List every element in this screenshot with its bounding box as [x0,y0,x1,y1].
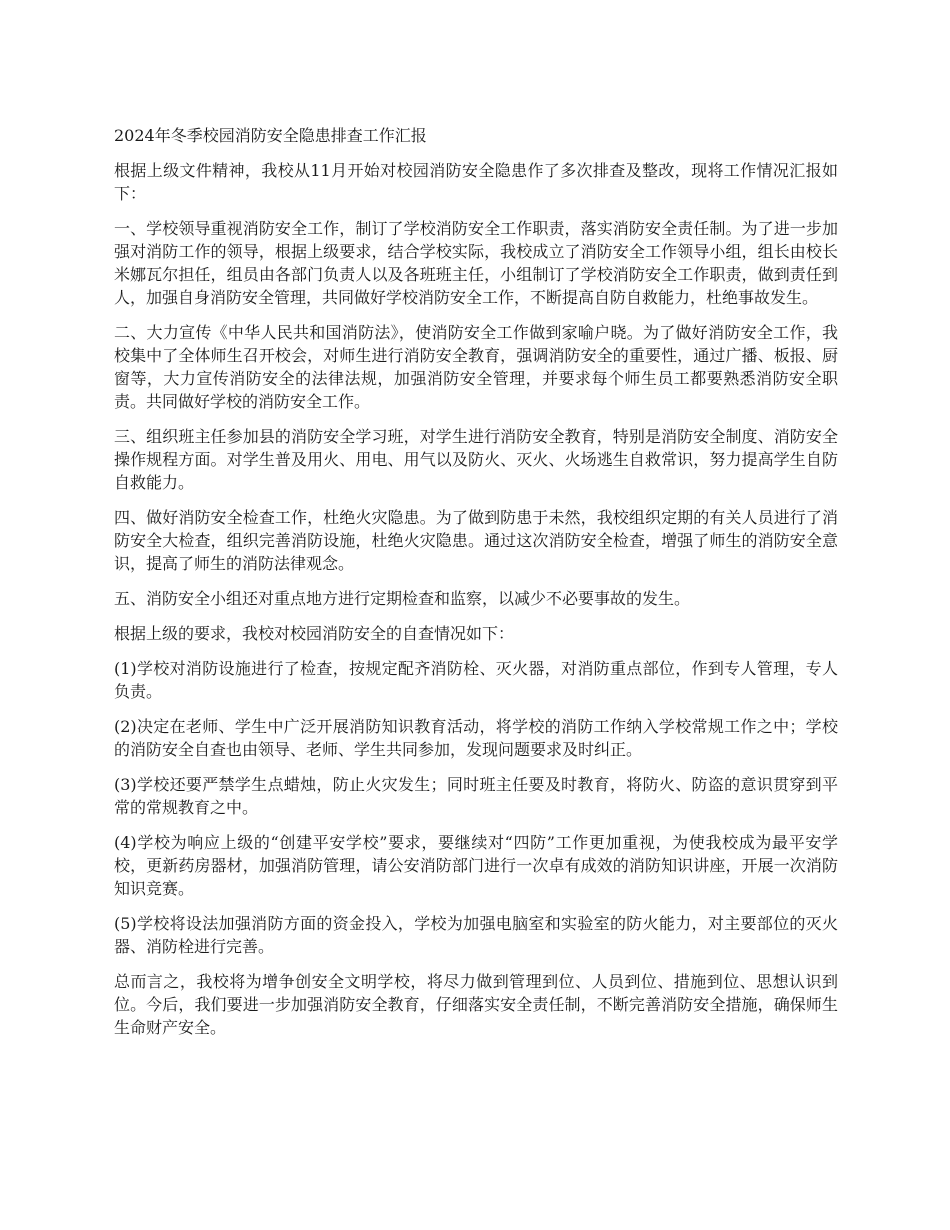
document-page [114,124,838,1051]
paragraph-item-1: (1)学校对消防设施进行了检查，按规定配齐消防栓、灭火器，对消防重点部位，作到专人管理，专人负责。 [114,659,838,701]
paragraph-item-5: (5)学校将设法加强消防方面的资金投入，学校为加强电脑室和实验室的防火能力，对主要部位的灭火器、消防栓进行完善。 [114,914,838,956]
paragraph-conclusion: 总而言之，我校将为增争创安全文明学校，将尽力做到管理到位、人员到位、措施到位、思想认识到位。今后，我们要进一步加强消防安全教育，仔细落实安全责任制，不断完善消防安全措施，确保师生生命财产安全。 [114,972,838,1037]
paragraph-item-3: (3)学校还要严禁学生点蜡烛，防止火灾发生；同时班主任要及时教育，将防火、防盗的意识贯穿到平常的常规教育之中。 [114,775,838,817]
paragraph-section-4: 四、做好消防安全检查工作，杜绝火灾隐患。为了做到防患于未然，我校组织定期的有关人员进行了消防安全大检查，组织完善消防设施，杜绝火灾隐患。通过这次消防安全检查，增强了师生的消防安全意识，提高了师生的消防法律观念。 [114,508,838,573]
paragraph-section-2: 二、大力宣传《中华人民共和国消防法》，使消防安全工作做到家喻户晓。为了做好消防安全工作，我校集中了全体师生召开校会，对师生进行消防安全教育，强调消防安全的重要性，通过广播、板报、厨窗等，大力宣传消防安全的法律法规，加强消防安全管理，并要求每个师生员工都要熟悉消防安全职责。共同做好学校的消防安全工作。 [114,323,838,411]
paragraph-section-1: 一、学校领导重视消防安全工作，制订了学校消防安全工作职责，落实消防安全责任制。为了进一步加强对消防工作的领导，根据上级要求，结合学校实际，我校成立了消防安全工作领导小组，组长由校长米娜瓦尔担任，组员由各部门负责人以及各班班主任，小组制订了学校消防安全工作职责，做到责任到人，加强自身消防安全管理，共同做好学校消防安全工作，不断提高自防自救能力，杜绝事故发生。 [114,219,838,307]
paragraph-section-5: 五、消防安全小组还对重点地方进行定期检查和监察，以减少不必要事故的发生。 [114,589,691,608]
paragraph-self-check-intro: 根据上级的要求，我校对校园消防安全的自查情况如下： [114,624,515,643]
document-title: 2024年冬季校园消防安全隐患排查工作汇报 [114,126,427,145]
paragraph-intro: 根据上级文件精神，我校从11月开始对校园消防安全隐患作了多次排查及整改，现将工作情况汇报如下： [114,161,838,203]
paragraph-item-4: (4)学校为响应上级的“创建平安学校”要求，要继续对“四防”工作更加重视，为使我校成为最平安学校，更新药房器材，加强消防管理，请公安消防部门进行一次卓有成效的消防知识讲座，开展一次消防知识竞赛。 [114,833,838,898]
paragraph-item-2: (2)决定在老师、学生中广泛开展消防知识教育活动，将学校的消防工作纳入学校常规工作之中；学校的消防安全自查也由领导、老师、学生共同参加，发现问题要求及时纠正。 [114,717,838,759]
paragraph-section-3: 三、组织班主任参加县的消防安全学习班，对学生进行消防安全教育，特别是消防安全制度、消防安全操作规程方面。对学生普及用火、用电、用气以及防火、灭火、火场逃生自救常识，努力提高学生自防自救能力。 [114,427,838,492]
